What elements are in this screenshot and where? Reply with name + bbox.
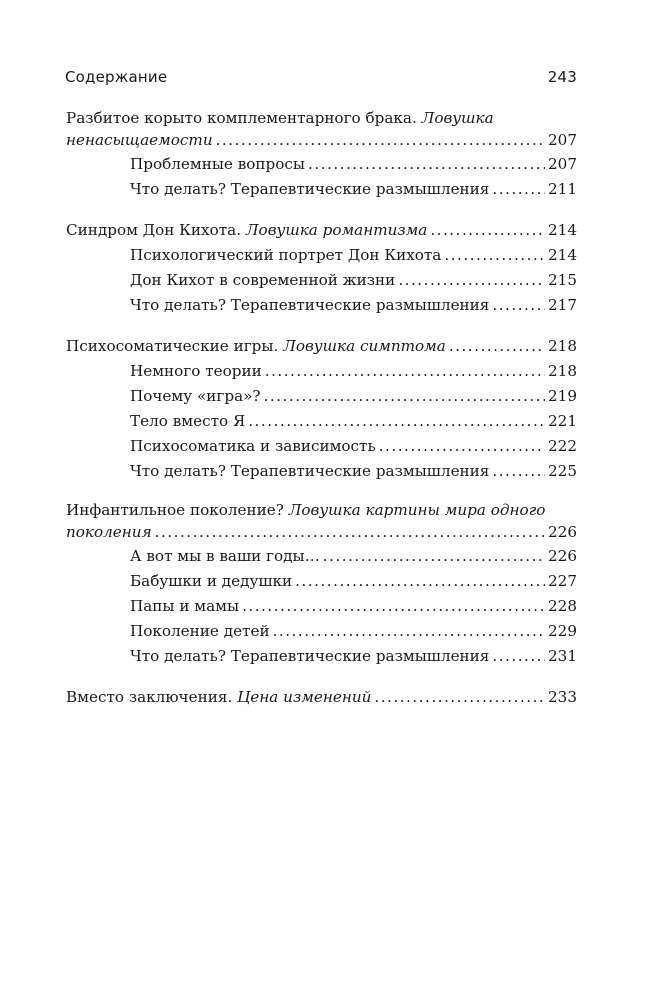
entry-title: Папы и мамы [130,597,240,615]
entry-title: Психологический портрет Дон Кихота [130,246,442,264]
entry-trap: Ловушка симптома [283,337,446,355]
entry-trap: Ловушка [421,109,494,127]
dot-leader [492,459,545,484]
entry-page: 227 [548,572,577,590]
entry-page: 219 [548,387,577,405]
dot-leader [398,268,545,293]
toc-entry-sub[interactable] [66,384,577,409]
running-head [65,68,577,86]
toc-entry-sub[interactable] [66,569,577,594]
entry-title: Проблемные вопросы [130,155,306,173]
dot-leader [492,644,545,669]
toc-entry-sub[interactable] [66,644,577,669]
dot-leader [379,434,545,459]
entry-title: Разбитое корыто комплементарного брака. [66,109,417,127]
entry-page: 211 [548,180,577,198]
dot-leader [216,129,545,152]
toc-entry-sub[interactable] [66,434,577,459]
table-of-contents [66,108,577,726]
entry-page: 222 [548,437,577,455]
entry-title: Поколение детей [130,622,270,640]
toc-entry-sub[interactable] [66,268,577,293]
toc-entry-sub[interactable] [66,293,577,318]
toc-entry-sub[interactable] [66,177,577,202]
entry-title: Что делать? Терапевтические размышления [130,180,490,198]
entry-page: 231 [548,647,577,665]
toc-entry-sub[interactable] [66,544,577,569]
dot-leader [492,293,545,318]
toc-entry-sub[interactable] [66,459,577,484]
entry-title: Синдром Дон Кихота. [66,221,242,239]
toc-entry-chapter[interactable] [66,218,577,243]
toc-entry-chapter-continued[interactable] [66,129,577,152]
entry-page: 215 [548,271,577,289]
entry-page: 214 [548,221,577,239]
toc-entry-sub[interactable] [66,152,577,177]
entry-title: Вместо заключения. [66,688,233,706]
dot-leader [430,218,545,243]
entry-trap: Ловушка романтизма [245,221,428,239]
toc-entry-sub[interactable] [66,243,577,268]
toc-entry-chapter-continued[interactable] [66,521,577,544]
dot-leader [248,409,545,434]
entry-page: 207 [548,155,577,173]
toc-section [66,218,577,318]
entry-page: 233 [548,688,577,706]
entry-page: 229 [548,622,577,640]
entry-title: Что делать? Терапевтические размышления [130,462,490,480]
entry-page: 226 [548,547,577,565]
page-number: 243 [547,68,577,86]
dot-leader [295,569,545,594]
dot-leader [273,619,545,644]
toc-entry-sub[interactable] [66,619,577,644]
entry-page: 217 [548,296,577,314]
toc-entry-sub[interactable] [66,594,577,619]
entry-page: 218 [548,362,577,380]
entry-page: 218 [548,337,577,355]
dot-leader [374,685,545,710]
entry-title: А вот мы в ваши годы… [130,547,320,565]
toc-section [66,334,577,484]
dot-leader [264,384,545,409]
toc-entry-sub[interactable] [66,409,577,434]
entry-title: Тело вместо Я [130,412,246,430]
entry-page: 207 [548,131,577,149]
entry-trap: Ловушка картины мира одного [288,501,546,519]
entry-title: Что делать? Терапевтические размышления [130,296,490,314]
entry-trap-continued: ненасыщаемости [66,131,213,149]
toc-entry-chapter[interactable] [66,334,577,359]
entry-title: Психосоматика и зависимость [130,437,376,455]
entry-title: Инфантильное поколение? [66,501,284,519]
entry-page: 226 [548,523,577,541]
entry-title: Психосоматические игры. [66,337,279,355]
entry-trap: Цена изменений [237,688,372,706]
dot-leader [492,177,545,202]
entry-page: 225 [548,462,577,480]
entry-title: Бабушки и дедушки [130,572,293,590]
dot-leader [449,334,545,359]
toc-section [66,500,577,669]
toc-entry-chapter[interactable] [66,108,577,129]
entry-page: 214 [548,246,577,264]
dot-leader [155,521,545,544]
entry-title: Немного теории [130,362,262,380]
toc-entry-sub[interactable] [66,359,577,384]
toc-section [66,108,577,202]
entry-title: Что делать? Терапевтические размышления [130,647,490,665]
dot-leader [444,243,545,268]
dot-leader [323,544,545,569]
entry-page: 228 [548,597,577,615]
entry-page: 221 [548,412,577,430]
dot-leader [242,594,545,619]
section-title: Содержание [65,68,168,86]
dot-leader [308,152,545,177]
toc-entry-chapter[interactable] [66,685,577,710]
entry-title: Почему «игра»? [130,387,261,405]
entry-trap-continued: поколения [66,523,152,541]
toc-section [66,685,577,710]
toc-entry-chapter[interactable] [66,500,577,521]
entry-title: Дон Кихот в современной жизни [130,271,396,289]
dot-leader [265,359,545,384]
